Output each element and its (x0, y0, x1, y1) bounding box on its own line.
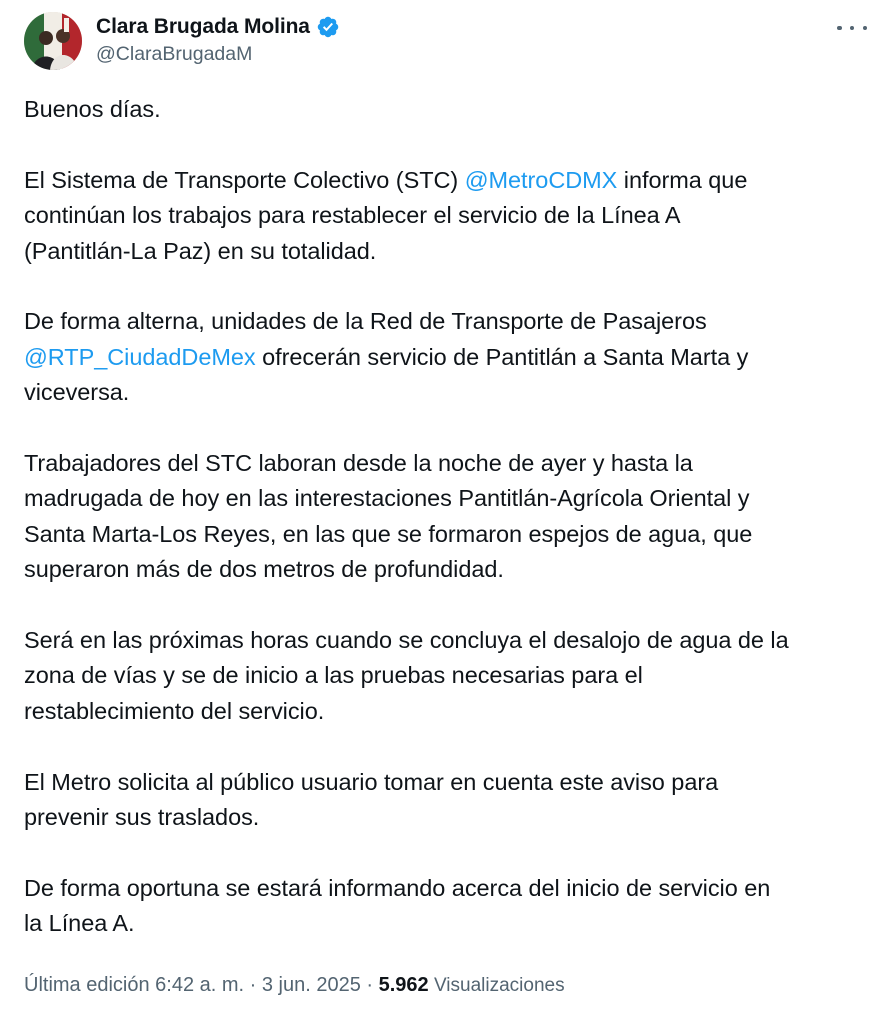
views-count: 5.962 (378, 974, 429, 996)
tweet-text-segment: De forma oportuna se estará informando acerca del inicio de servicio en (24, 874, 771, 901)
tweet-text-segment: continúan los trabajos para restablecer el servicio de la Línea A (24, 202, 681, 229)
tweet-line (24, 800, 874, 835)
tweet-text-segment: El Metro solicita al público usuario tomar en cuenta este aviso para (24, 768, 719, 795)
tweet-paragraph (24, 623, 874, 729)
tweet-line (24, 163, 874, 198)
tweet-text-segment: la Línea A. (24, 910, 135, 937)
tweet-text-segment: (Pantitlán-La Paz) en su totalidad. (24, 237, 377, 264)
tweet-text-segment: superaron más de dos metros de profundidad. (24, 556, 504, 583)
tweet-header (24, 10, 869, 74)
author-names (96, 12, 340, 66)
tweet-text-segment: prevenir sus traslados. (24, 804, 260, 831)
tweet-text-segment: viceversa. (24, 379, 130, 406)
mention-link[interactable]: @RTP_CiudadDeMex (24, 343, 256, 370)
tweet-text-segment: Trabajadores del STC laboran desde la noche de ayer y hasta la (24, 450, 693, 477)
author-handle[interactable]: @ClaraBrugadaM (96, 43, 253, 65)
tweet-paragraph (24, 446, 874, 588)
tweet-text-segment: restablecimiento del servicio. (24, 697, 325, 724)
tweet-paragraph (24, 304, 874, 410)
tweet-text-segment: madrugada de hoy en las interestaciones Pantitlán-Agrícola Oriental y (24, 485, 750, 512)
tweet-text-segment: informa que (617, 166, 748, 193)
tweet-text-segment: Santa Marta-Los Reyes, en las que se formaron espejos de agua, que (24, 520, 753, 547)
tweet-text-segment: El Sistema de Transporte Colectivo (STC) (24, 166, 465, 193)
tweet-text (24, 92, 874, 942)
tweet-line (24, 446, 874, 481)
tweet-line (24, 623, 874, 658)
author-display-name[interactable]: Clara Brugada Molina (96, 15, 310, 38)
tweet-text-segment: Buenos días. (24, 96, 161, 122)
tweet-meta (24, 974, 565, 997)
avatar[interactable] (24, 12, 82, 70)
tweet-line (24, 304, 874, 339)
tweet-text-segment: ofrecerán servicio de Pantitlán a Santa Marta y (255, 343, 749, 370)
tweet-line (24, 765, 874, 800)
tweet-line (24, 375, 874, 410)
tweet-line (24, 694, 874, 729)
tweet-paragraph (24, 163, 874, 269)
views-label: Visualizaciones (428, 975, 565, 996)
display-name-row (96, 12, 340, 42)
tweet-paragraph (24, 92, 874, 127)
edited-timestamp[interactable]: Última edición 6:42 a. m. · 3 jun. 2025 · (24, 974, 379, 996)
tweet-line (24, 906, 874, 941)
tweet-line (24, 340, 874, 375)
tweet-paragraph (24, 871, 874, 942)
tweet-line (24, 198, 874, 233)
verified-badge-icon[interactable] (316, 15, 340, 39)
tweet-paragraph (24, 765, 874, 836)
tweet-line (24, 552, 874, 587)
more-options-icon[interactable] (837, 18, 867, 38)
tweet-text-segment: Será en las próximas horas cuando se concluya el desalojo de agua de la (24, 627, 789, 654)
tweet-line (24, 92, 874, 127)
tweet-line (24, 517, 874, 552)
mention-link[interactable]: @MetroCDMX (464, 166, 618, 193)
tweet-line (24, 658, 874, 693)
tweet-line (24, 871, 874, 906)
avatar-image (24, 12, 82, 70)
tweet-line (24, 481, 874, 516)
tweet-text-segment: zona de vías y se de inicio a las pruebas necesarias para el (24, 662, 643, 689)
tweet-text-segment: De forma alterna, unidades de la Red de Transporte de Pasajeros (24, 308, 707, 335)
tweet-line (24, 234, 874, 269)
